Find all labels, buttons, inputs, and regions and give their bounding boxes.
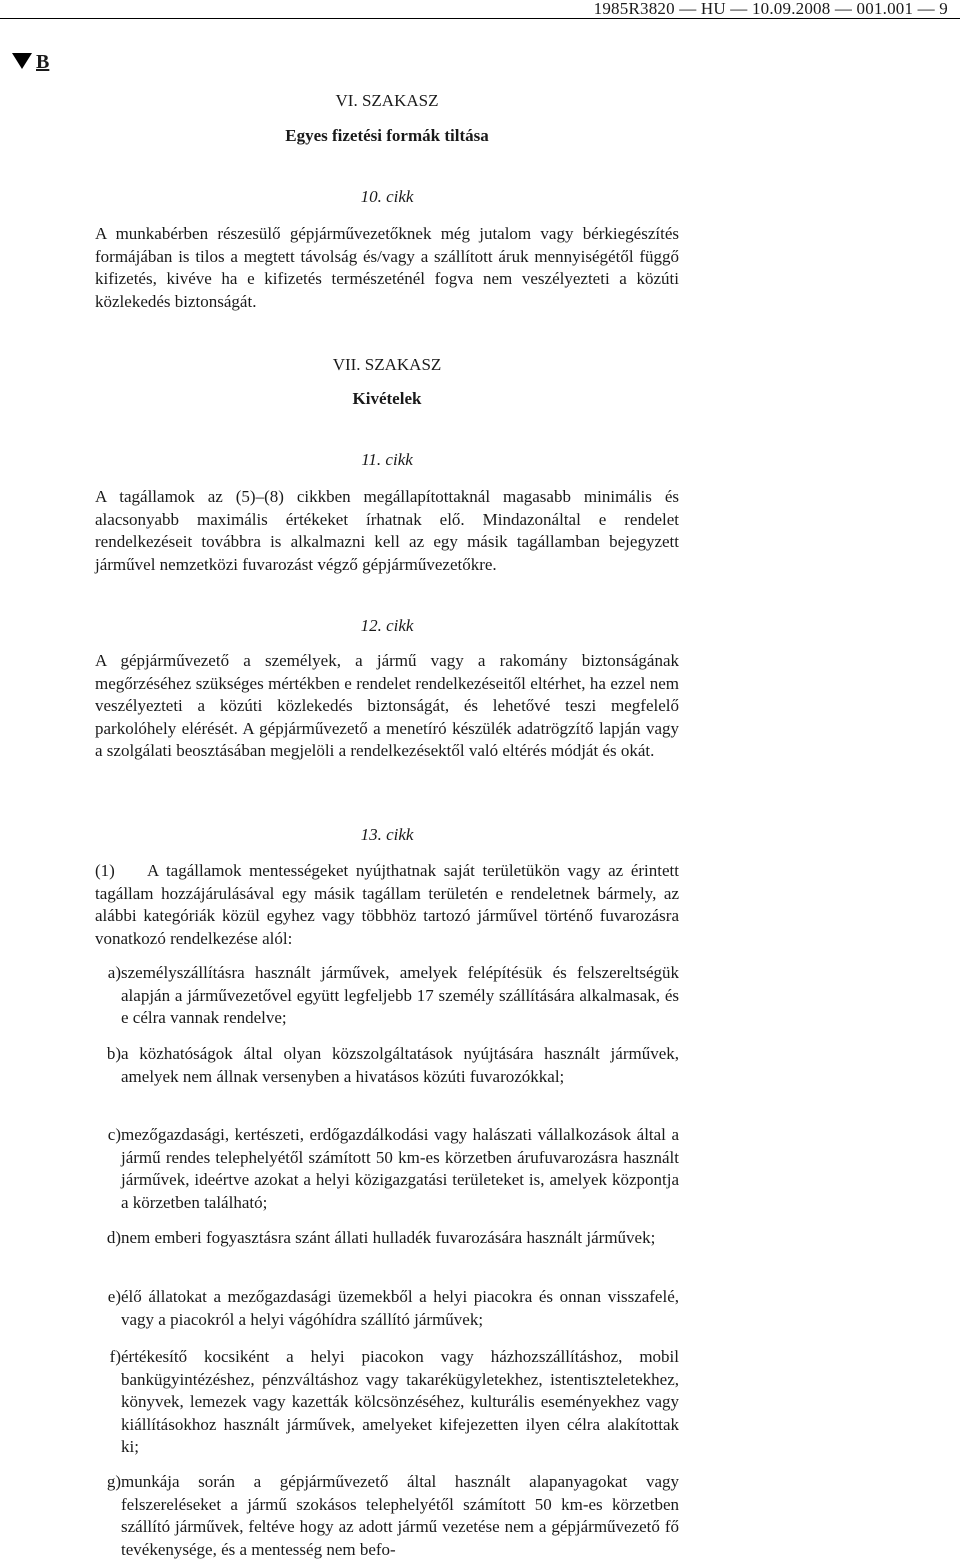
list-item-text: nem emberi fogyasztásra szánt állati hulladék fuvarozására használt járművek; [121,1228,656,1247]
article-heading: 13. cikk [360,825,414,844]
article-heading: 12. cikk [360,616,414,635]
article-heading: 11. cikk [361,450,413,469]
document-header: 1985R3820 — HU — 10.09.2008 — 001.001 — 9 [593,0,948,18]
list-item [95,1346,679,1459]
amendment-marker [12,50,49,74]
list-item-text: a közhatóságok által olyan közszolgáltatások nyújtására használt járművek, amelyek nem állnak versenyben a hivatásos közúti fuvarozókkal; [121,1044,679,1086]
section-heading: VI. SZAKASZ [335,91,439,110]
list-item-label: b) [106,1044,121,1063]
paragraph-text: A tagállamok mentességeket nyújthatnak saját területükön vagy az érintett tagállam hozzájárulásával egy másik tagállam területén e rendeletnek bármely, az alábbi kategóriák közül egyhez vagy többhöz tartozó járművel történő fuvarozásra vonatkozó rendelkezése alól: [95,861,679,948]
list-item-text: személyszállításra használt járművek, amelyek felépítésük és felszereltségük alapján a járművezetővel együtt legfeljebb 17 személy szállítására alkalmasak, és e célra vannak rendelve; [121,963,679,1027]
article-heading: 10. cikk [360,187,414,206]
list-item-label: f) [109,1347,121,1366]
list-item [95,962,679,1030]
article-paragraph [95,860,679,950]
list-item-text: élő állatokat a mezőgazdasági üzemekből a helyi piacokra és onnan visszafelé, vagy a piacokról a helyi vágóhídra szállító járművek; [121,1287,679,1329]
article-text: A munkabérben részesülő gépjárművezetőknek még jutalom vagy bérkiegészítés formájában is tilos a megtett távolság és/vagy a szállított áruk mennyiségétől függő kifizetés, kivéve ha e kifizetés természeténél fogva nem veszélyezteti a közúti közlekedés biztonságát. [95,224,679,311]
header-rule [0,18,960,19]
paragraph-number: (1) [95,861,115,880]
list-item-label: a) [107,963,121,982]
list-item-label: d) [106,1228,121,1247]
section-title: Kivételek [352,389,422,408]
list-item [95,1286,679,1331]
list-item-label: c) [107,1125,121,1144]
list-item-label: e) [107,1287,121,1306]
section-title: Egyes fizetési formák tiltása [285,126,489,145]
list-item-text: mezőgazdasági, kertészeti, erdőgazdálkodási vagy halászati vállalkozások által a jármű rendes telephelyétől számított 50 km-es körzetben árufuvarozásra használt járművek, ideértve azokat a helyi közigazgatási területeket is, amelyek központja a körzetben található; [121,1125,679,1212]
article-text: A gépjárművezető a személyek, a jármű vagy a rakomány biztonságának megőrzéséhez szükséges mértékben e rendelet rendelkezéseitől eltérhet, ha ezzel nem veszélyezteti a közúti közlekedés biztonságát, és lehetővé teszi megfelelő parkolóhely elérését. A gépjárművezető a menetíró készülék adatrögzítő lapján vagy a szolgálati beosztásában megjelöli a rendelkezésektől való eltérés módját és okát. [95,651,679,760]
list-item [95,1471,679,1561]
article-text: A tagállamok az (5)–(8) cikkben megállapítottaknál magasabb minimális és alacsonyabb maximális értékeket írhatnak elő. Mindazonáltal e rendelet rendelkezéseit továbbra is alkalmazni kell az egy másik tagállamban bejegyzett járművel nemzetközi fuvarozást végző gépjárművezetőkre. [95,487,679,574]
triangle-down-icon [12,53,32,69]
marker-letter: B [36,51,50,73]
list-item-text: értékesítő kocsiként a helyi piacokon vagy házhozszállításhoz, mobil bankügyintézéshez, pénzváltáshoz vagy takarékügyletekhez, istentiszteletekhez, könyvek, lemezek vagy kazetták kölcsönzéséhez, kulturális eseményekhez vagy kiállításokhoz használt járművek, amelyeket kifejezetten ilyen célra alakítottak ki; [121,1347,679,1456]
section-heading: VII. SZAKASZ [332,355,442,374]
list-item-label: g) [106,1472,121,1491]
list-item [95,1227,679,1250]
list-item [95,1124,679,1214]
list-item-text: munkája során a gépjárművezető által használt alapanyagokat vagy felszereléseket a jármű szokásos telephelyétől számított 50 km-es körzetben szállító járművek, feltéve hogy az adott jármű vezetése nem a gépjárművezető fő tevékenysége, és a mentesség nem befo- [121,1472,679,1559]
list-item [95,1043,679,1088]
